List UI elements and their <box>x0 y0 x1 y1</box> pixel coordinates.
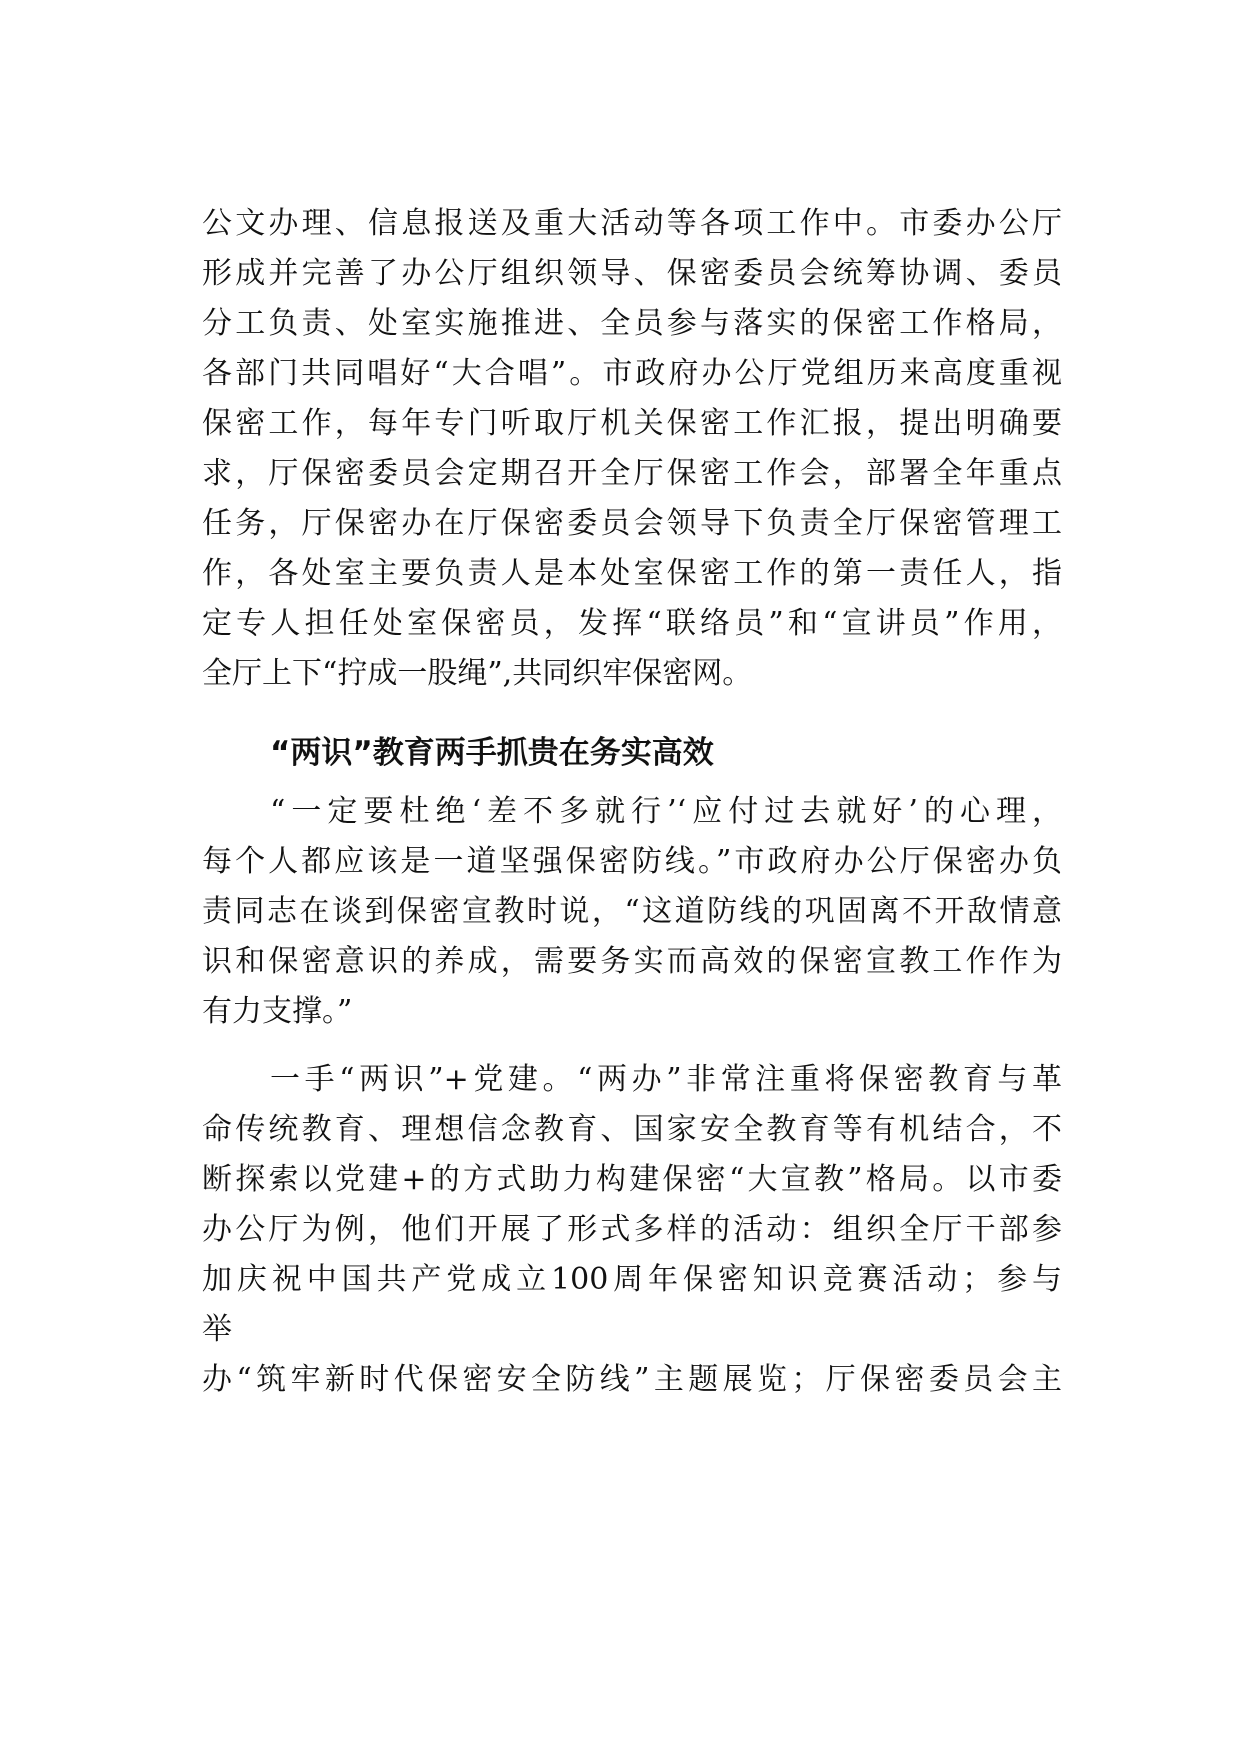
section-heading: “两识”教育两手抓贵在务实高效 <box>270 735 714 771</box>
paragraph-1-line-10: 全厅上下“拧成一股绳”,共同织牢保密网。 <box>202 656 753 691</box>
paragraph-2-line-5: 有力支撑。” <box>202 994 353 1029</box>
paragraph-1-line-3: 分工负责、处室实施推进、全员参与落实的保密工作格局， <box>202 306 1062 341</box>
paragraph-3-line-6: 举 <box>202 1312 232 1347</box>
paragraph-1-line-8: 作，各处室主要负责人是本处室保密工作的第一责任人，指 <box>202 556 1062 591</box>
paragraph-1-line-6: 求，厅保密委员会定期召开全厅保密工作会，部署全年重点 <box>202 456 1062 491</box>
paragraph-3-line-4: 办公厅为例，他们开展了形式多样的活动：组织全厅干部参 <box>202 1212 1062 1247</box>
paragraph-2-line-3: 责同志在谈到保密宣教时说，“这道防线的巩固离不开敌情意 <box>202 894 1062 929</box>
paragraph-3-line-3: 断探索以党建+的方式助力构建保密“大宣教”格局。以市委 <box>202 1162 1062 1197</box>
paragraph-1-line-1: 公文办理、信息报送及重大活动等各项工作中。市委办公厅 <box>202 206 1062 241</box>
paragraph-2-line-2: 每个人都应该是一道坚强保密防线。”市政府办公厅保密办负 <box>202 844 1062 879</box>
paragraph-3-line-5: 加庆祝中国共产党成立100周年保密知识竞赛活动；参与 <box>202 1262 1062 1297</box>
paragraph-1-line-9: 定专人担任处室保密员，发挥“联络员”和“宣讲员”作用， <box>202 606 1062 641</box>
paragraph-2-line-1: “一定要杜绝‘差不多就行’‘应付过去就好’的心理， <box>270 794 1062 829</box>
paragraph-3-line-2: 命传统教育、理想信念教育、国家安全教育等有机结合，不 <box>202 1112 1062 1147</box>
paragraph-3-line-7: 办“筑牢新时代保密安全防线”主题展览；厅保密委员会主 <box>202 1362 1062 1397</box>
paragraph-2-line-4: 识和保密意识的养成，需要务实而高效的保密宣教工作作为 <box>202 944 1062 979</box>
paragraph-1-line-4: 各部门共同唱好“大合唱”。市政府办公厅党组历来高度重视 <box>202 356 1062 391</box>
paragraph-1-line-5: 保密工作，每年专门听取厅机关保密工作汇报，提出明确要 <box>202 406 1062 441</box>
paragraph-1-line-7: 任务，厅保密办在厅保密委员会领导下负责全厅保密管理工 <box>202 506 1062 541</box>
paragraph-3-line-1: 一手“两识”+党建。“两办”非常注重将保密教育与革 <box>270 1062 1062 1097</box>
paragraph-1-line-2: 形成并完善了办公厅组织领导、保密委员会统筹协调、委员 <box>202 256 1062 291</box>
